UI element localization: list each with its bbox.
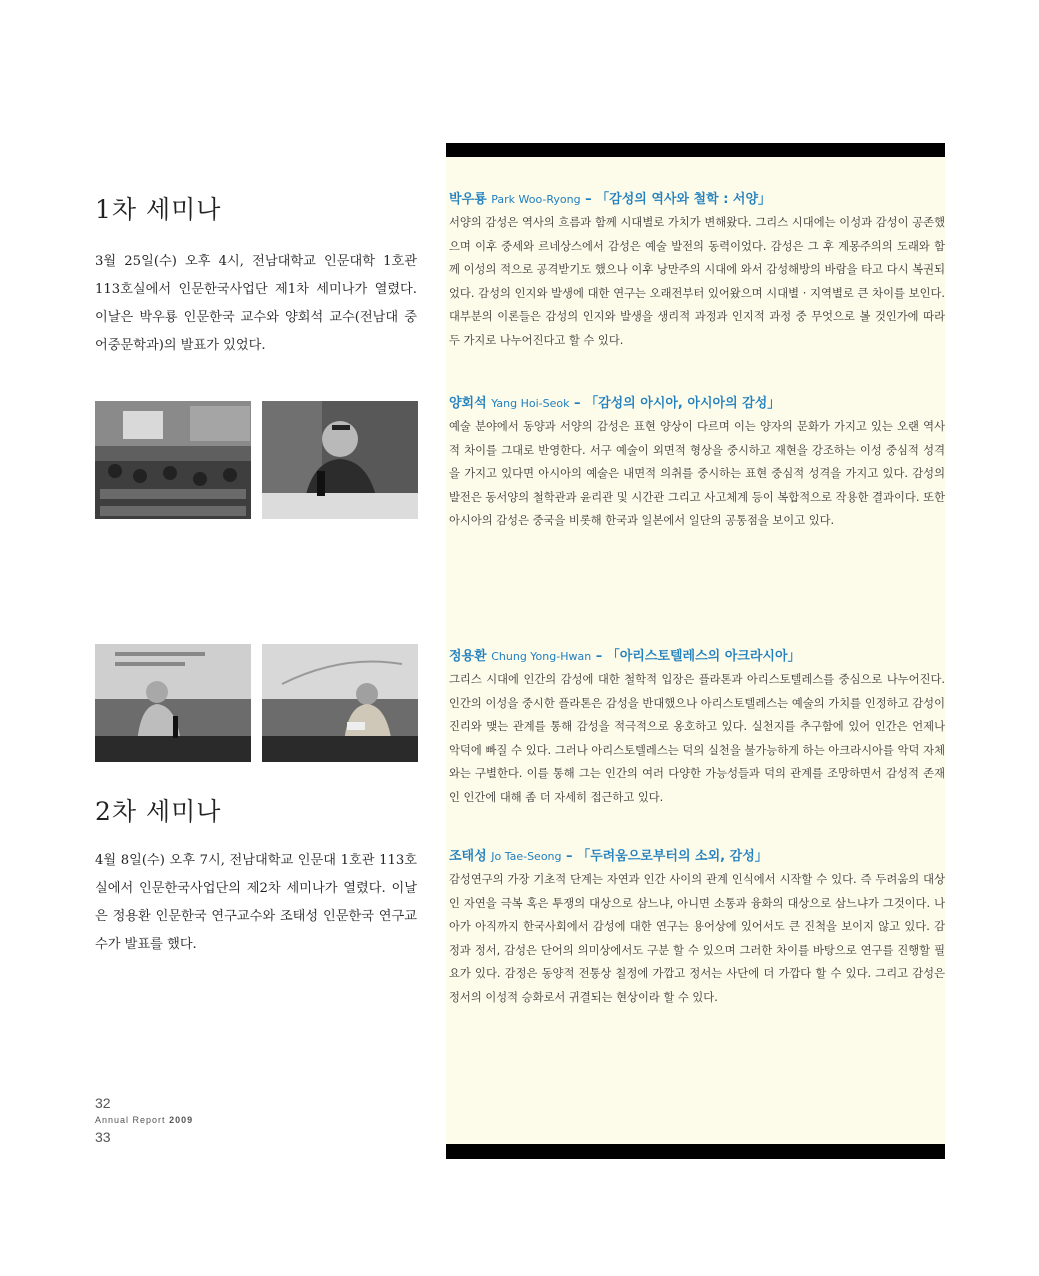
entry-topic: 「아리스토텔레스의 아크라시아」 xyxy=(606,649,801,664)
seminar1-photo-audience-image xyxy=(95,401,251,519)
page-number-left: 32 xyxy=(95,1095,111,1111)
entry-yang-hoi-seok xyxy=(449,392,945,533)
entry-body: 그리스 시대에 인간의 감성에 대한 철학적 입장은 플라톤과 아리스토텔레스를 중심으로 나누어진다. 인간의 이성을 중시한 플라톤은 감성을 반대했으나 아리스토텔레스는 예술의 가치를 인정하고 감성이 진리와 맺는 관계를 통해 감성을 적극적으로 옹호하고 있다. 실천지를 추구함에 있어 인간은 언제나 악덕에 빠질 수 있다. 그러나 아리스토텔레스는 덕의 실천을 불가능하게 하는 아크라시아를 악덕 자체와는 구별한다. 이를 통해 그는 인간의 여러 다양한 가능성들과 덕의 관계를 조망하면서 감성적 존재인 인간에 대해 좀 더 자세히 접근하고 있다. xyxy=(449,673,945,804)
page-number-right: 33 xyxy=(95,1129,111,1145)
entry-body: 서양의 감성은 역사의 흐름과 함께 시대별로 가치가 변해왔다. 그리스 시대에는 이성과 감성이 공존했으며 이후 중세와 르네상스에서 감성은 예술 발전의 동력이었다. 감성은 그 후 계몽주의의 도래와 함께 이성의 적으로 공격받기도 했으나 이후 낭만주의 시대에 와서 감성해방의 바람을 타고 다시 복권되었다. 감성의 인지와 발생에 대한 연구는 오래전부터 있어왔으며 시대별 · 지역별로 큰 차이를 보인다. 대부분의 이론들은 감성의 인지와 발생을 생리적 과정과 인지적 과정 중 무엇으로 볼 것인가에 따라 두 가지로 나누어진다고 할 수 있다. xyxy=(449,216,945,347)
entry-name-en: Park Woo-Ryong xyxy=(491,193,581,206)
seminar1-description: 3월 25일(수) 오후 4시, 전남대학교 인문대학 1호관 113호실에서 인문한국사업단 제1차 세미나가 열렸다. 이날은 박우룡 인문한국 교수와 양회석 교수(전남대 중어중문학과)의 발표가 있었다. xyxy=(95,254,417,353)
entry-topic: 「감성의 아시아, 아시아의 감성」 xyxy=(585,396,781,411)
entry-dash: – xyxy=(566,849,573,864)
report-label-text: Annual Report xyxy=(95,1115,166,1125)
seminar1-photo-speaker-image xyxy=(262,401,418,519)
entry-body: 예술 분야에서 동양과 서양의 감성은 표현 양상이 다르며 이는 양자의 문화가 가지고 있는 오랜 역사적 차이를 그대로 반영한다. 서구 예술이 외면적 형상을 중시하고 재현을 강조하는 이성 중심적 성격을 가지고 있다면 아시아의 예술은 내면적 의취를 중시하는 표현 중심적 성격을 가지고 있다. 감성의 발전은 동서양의 철학관과 윤리관 및 시간관 그리고 사고체계 등이 복합적으로 작용한 결과이다. 또한 아시아의 감성은 중국을 비롯해 한국과 일본에서 일단의 공통점을 보이고 있다. xyxy=(449,420,945,527)
entry-dash: – xyxy=(595,649,603,664)
seminar2-photo-left-image xyxy=(95,644,251,762)
entry-heading xyxy=(449,645,945,664)
report-label xyxy=(95,1115,193,1125)
entry-name-en: Jo Tae-Seong xyxy=(491,850,562,863)
entry-park-woo-ryong xyxy=(449,188,945,352)
report-year: 2009 xyxy=(169,1115,194,1125)
seminar1-photo-speaker xyxy=(262,401,418,519)
seminar2-description: 4월 8일(수) 오후 7시, 전남대학교 인문대 1호관 113호실에서 인문한국사업단의 제2차 세미나가 열렸다. 이날은 정용환 인문한국 연구교수와 조태성 인문한국 연구교수가 발표를 했다. xyxy=(95,853,417,952)
entry-topic: 「두려움으로부터의 소외, 감성」 xyxy=(577,849,768,864)
entry-topic: 「감성의 역사와 철학 : 서양」 xyxy=(596,192,772,207)
seminar1-title: 1차 세미나 xyxy=(95,195,222,224)
seminar1-photo-audience xyxy=(95,401,251,519)
entry-name: 박우룡 xyxy=(449,192,487,207)
entry-name: 양회석 xyxy=(449,396,487,411)
seminar2-photos xyxy=(95,644,418,762)
entry-chung-yong-hwan xyxy=(449,645,945,809)
entry-name: 조태성 xyxy=(449,849,487,864)
entry-name: 정용환 xyxy=(449,649,487,664)
entry-heading xyxy=(449,392,945,411)
entry-dash: – xyxy=(574,396,581,411)
top-black-bar xyxy=(446,143,945,157)
entry-name-en: Chung Yong-Hwan xyxy=(491,650,592,663)
seminar2-photo-right-image xyxy=(262,644,418,762)
entry-body: 감성연구의 가장 기초적 단계는 자연과 인간 사이의 관계 인식에서 시작할 수 있다. 즉 두려움의 대상인 자연을 극복 혹은 투쟁의 대상으로 삼느냐, 아니면 소통과 융화의 대상으로 삼느냐가 그것이다. 나아가 아직까지 한국사회에서 감성에 대한 연구는 용어상에 있어서도 큰 진척을 보이지 않고 있다. 감정과 정서, 감성은 단어의 의미상에서도 구분 할 수 있으며 그러한 차이를 바탕으로 연구를 진행할 필요가 있다. 감정은 동양적 전통상 칠정에 가깝고 정서는 사단에 더 가깝다 할 수 있다. 그리고 감성은 정서의 이성적 승화로서 귀결되는 현상이라 할 수 있다. xyxy=(449,873,945,1004)
bottom-black-bar xyxy=(446,1144,945,1159)
entry-dash: – xyxy=(585,192,592,207)
entry-name-en: Yang Hoi-Seok xyxy=(491,397,570,410)
seminar2-title: 2차 세미나 xyxy=(95,797,222,826)
entry-jo-tae-seong xyxy=(449,845,945,1009)
entry-heading xyxy=(449,188,945,207)
entry-heading xyxy=(449,845,945,864)
